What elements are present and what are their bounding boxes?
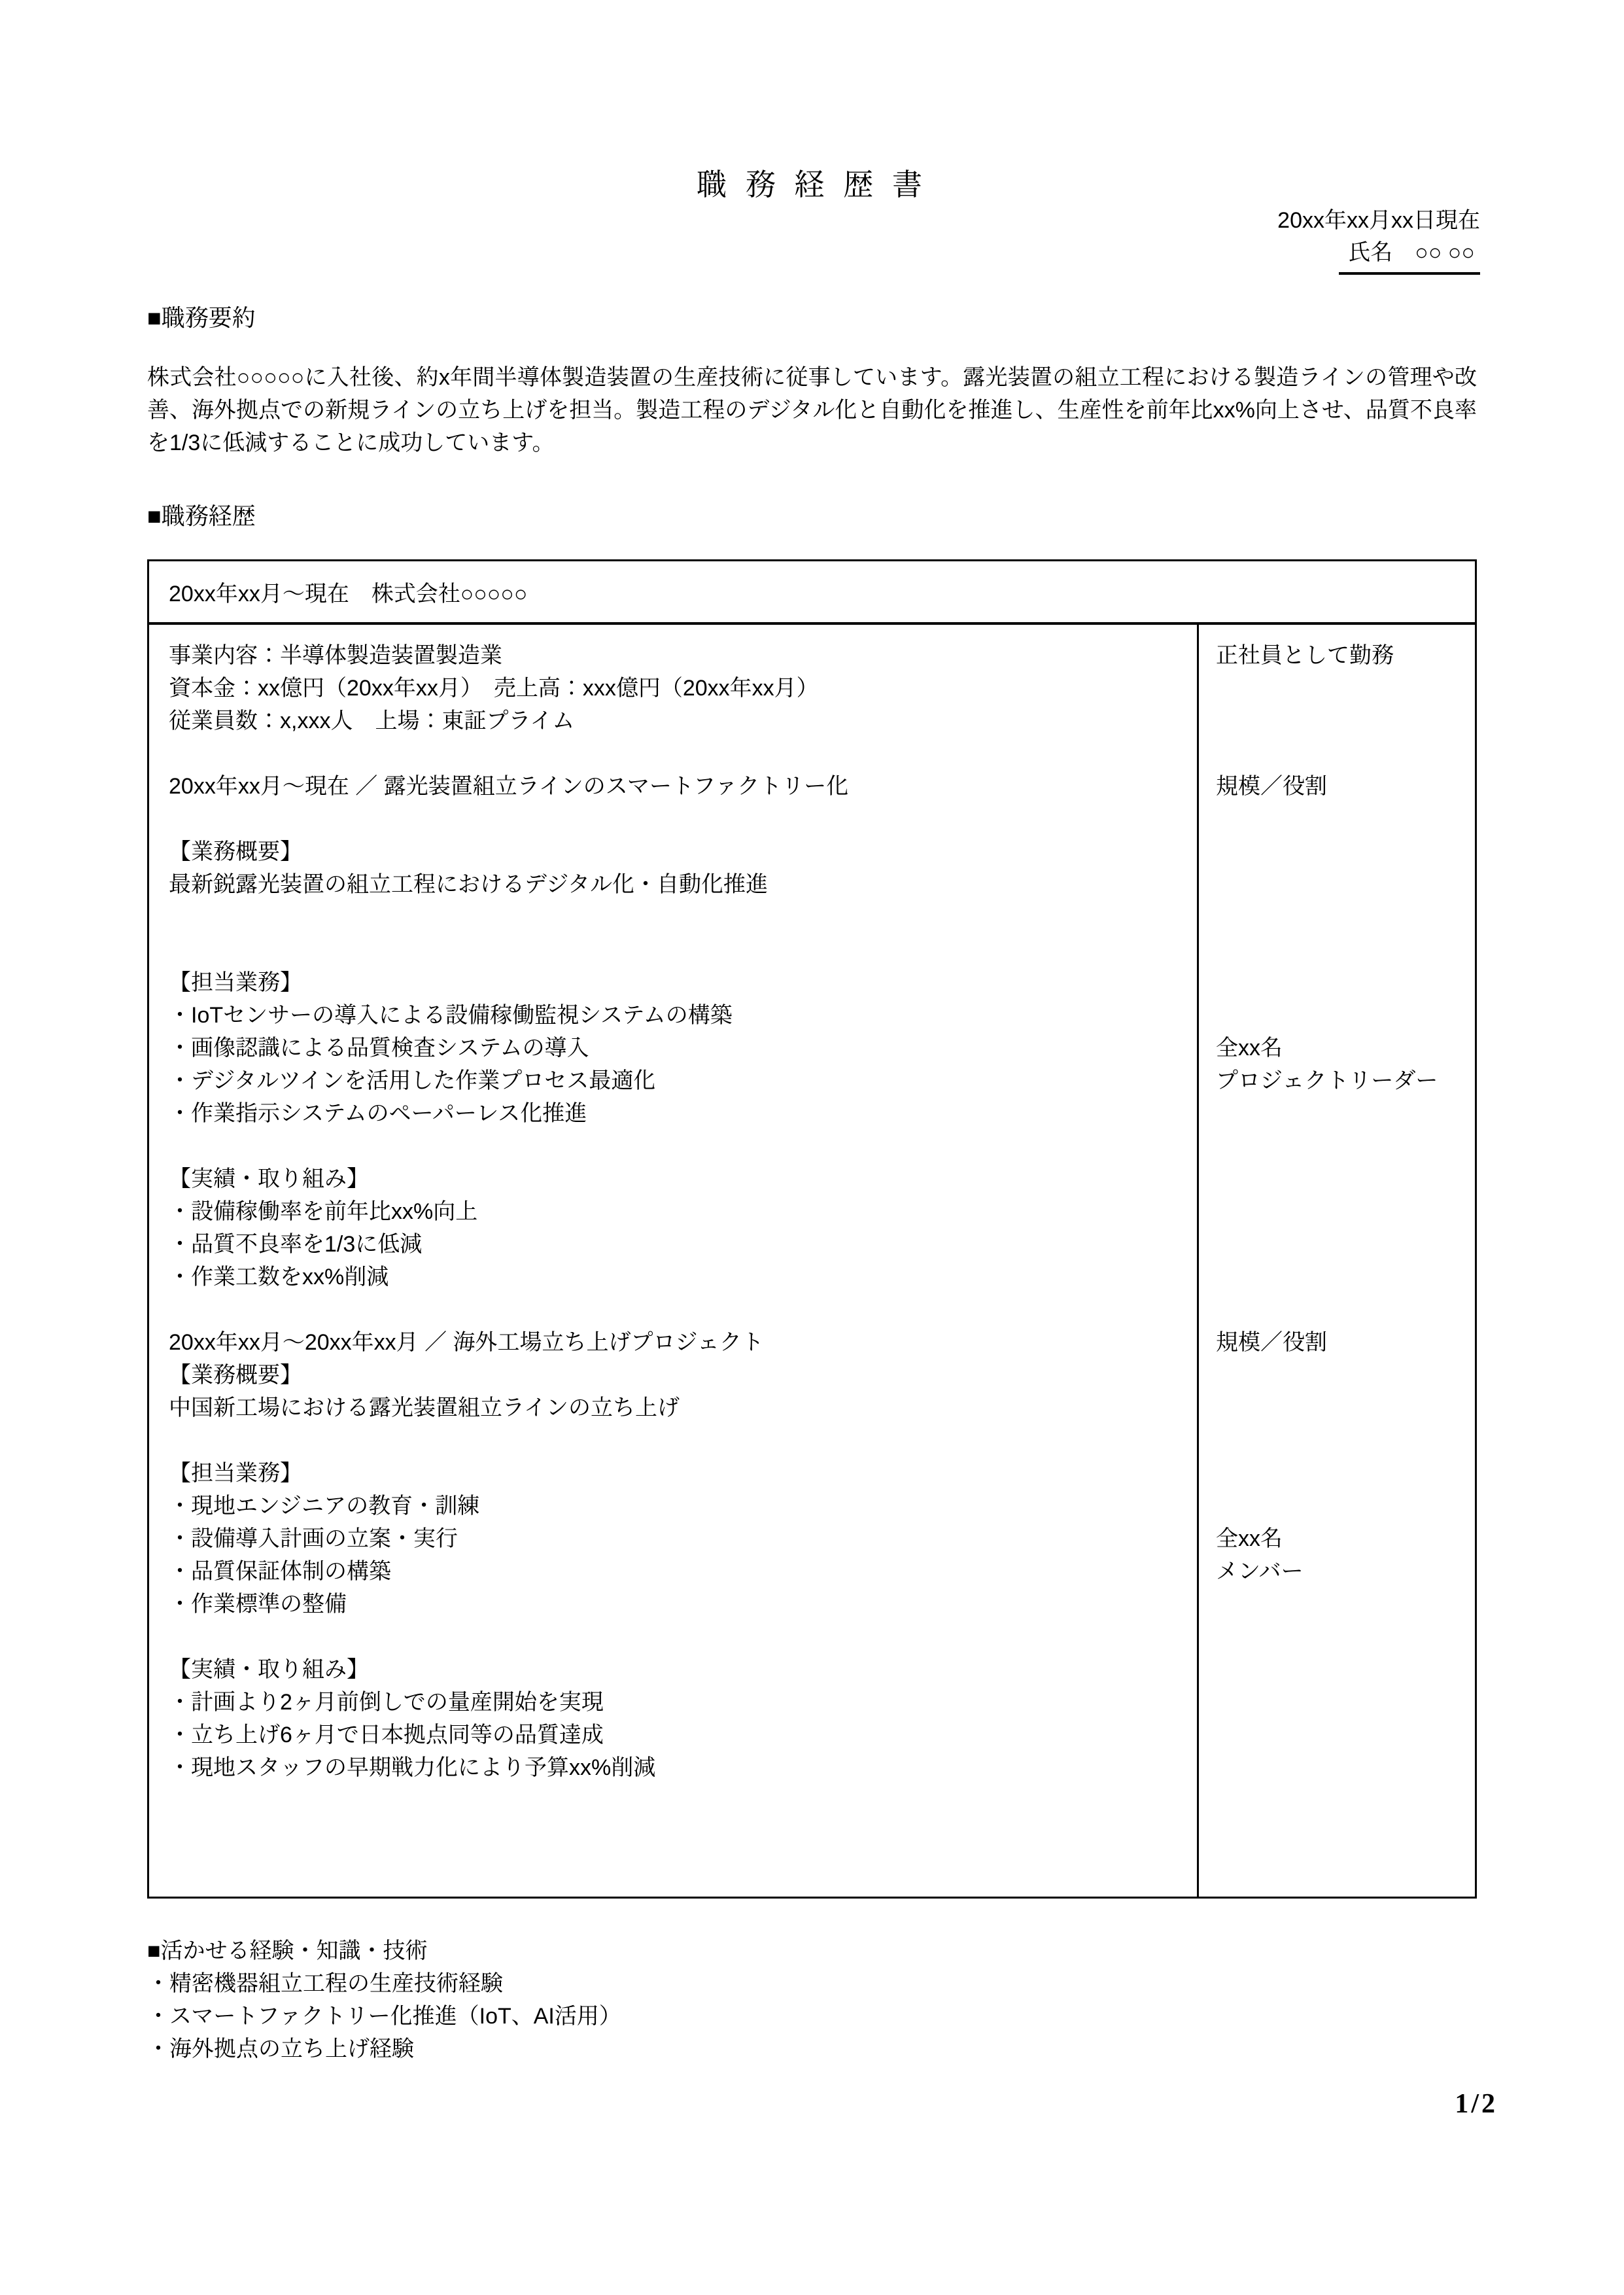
table-left-column <box>149 625 1197 1897</box>
table-line <box>1216 737 1471 770</box>
table-line: 20xx年xx月～20xx年xx月 ／ 海外工場立ち上げプロジェクト <box>169 1330 764 1355</box>
table-line: 中国新工場における露光装置組立ラインの立ち上げ <box>169 1395 680 1420</box>
table-line: 従業員数：x,xxx人 上場：東証プライム <box>169 709 575 733</box>
table-line: ・作業指示システムのペーパーレス化推進 <box>169 1101 587 1126</box>
table-line <box>1216 705 1471 737</box>
page-number: 1/2 <box>1455 2089 1498 2119</box>
skills-heading: ■活かせる経験・知識・技術 <box>147 1938 428 1963</box>
table-line <box>169 901 1185 934</box>
table-line: 資本金：xx億円（20xx年xx月） 売上高：xxx億円（20xx年xx月） <box>169 676 819 701</box>
table-line <box>1216 1359 1471 1392</box>
table-line <box>1216 672 1471 705</box>
table-line: 【実績・取り組み】 <box>169 1657 369 1682</box>
table-line <box>169 1293 1185 1326</box>
table-line <box>1216 1686 1471 1719</box>
table-line <box>169 803 1185 835</box>
table-line: ・デジタルツインを活用した作業プロセス最適化 <box>169 1068 656 1093</box>
table-line <box>1216 803 1471 835</box>
table-line: 【担当業務】 <box>169 970 302 995</box>
table-line: ・IoTセンサーの導入による設備稼働監視システムの構築 <box>169 1003 733 1028</box>
career-history-table <box>147 559 1477 1899</box>
table-line: ・立ち上げ6ヶ月で日本拠点同等の品質達成 <box>169 1723 604 1747</box>
career-heading: ■職務経歴 <box>147 502 256 529</box>
table-line <box>169 934 1185 966</box>
table-line <box>1216 966 1471 999</box>
table-line <box>1216 1719 1471 1751</box>
table-line: 【業務概要】 <box>169 839 302 864</box>
table-line: ・品質不良率を1/3に低減 <box>169 1232 423 1257</box>
table-line: 【実績・取り組み】 <box>169 1166 369 1191</box>
table-right-column <box>1197 625 1475 1897</box>
table-line <box>169 1621 1185 1653</box>
table-line <box>1216 1751 1471 1784</box>
table-line <box>1216 1653 1471 1686</box>
table-line: ・設備稼働率を前年比xx%向上 <box>169 1199 478 1224</box>
table-line <box>169 1424 1185 1457</box>
table-line <box>1216 1293 1471 1326</box>
table-line: 最新鋭露光装置の組立工程におけるデジタル化・自動化推進 <box>169 872 768 897</box>
current-date: 20xx年xx月xx日現在 <box>1277 208 1480 233</box>
table-line: 規模／役割 <box>1216 1330 1327 1355</box>
table-line: 【担当業務】 <box>169 1461 302 1486</box>
table-line: 事業内容：半導体製造装置製造業 <box>169 643 502 668</box>
name-line <box>1277 237 1480 275</box>
document-title: 職 務 経 歴 書 <box>696 167 928 201</box>
table-line <box>1216 1588 1471 1621</box>
skills-list <box>147 1967 1477 2065</box>
header-meta <box>1277 205 1480 275</box>
table-line: 全xx名 <box>1216 1526 1283 1551</box>
skill-item: ・海外拠点の立ち上げ経験 <box>147 2037 414 2061</box>
table-line: プロジェクトリーダー <box>1216 1068 1438 1093</box>
table-line <box>1216 1621 1471 1653</box>
table-body-row <box>149 625 1475 1897</box>
table-line: ・作業標準の整備 <box>169 1592 347 1617</box>
table-line: 【業務概要】 <box>169 1363 302 1388</box>
table-line <box>1216 868 1471 901</box>
company-period: 20xx年xx月～現在 株式会社○○○○○ <box>169 582 528 606</box>
skill-item: ・精密機器組立工程の生産技術経験 <box>147 1971 503 1996</box>
table-line <box>1216 1490 1471 1522</box>
table-line <box>1216 1457 1471 1490</box>
table-company-period-row <box>149 561 1475 625</box>
table-line <box>1216 1130 1471 1163</box>
table-line <box>1216 1261 1471 1293</box>
summary-heading: ■職務要約 <box>147 304 256 331</box>
table-line <box>169 1130 1185 1163</box>
table-line: ・画像認識による品質検査システムの導入 <box>169 1036 589 1060</box>
skills-section <box>147 1935 1477 2065</box>
table-line: ・現地スタッフの早期戦力化により予算xx%削減 <box>169 1755 656 1780</box>
table-line: ・計画より2ヶ月前倒しでの量産開始を実現 <box>169 1690 604 1715</box>
summary-paragraph: 株式会社○○○○○に入社後、約x年間半導体製造装置の生産技術に従事しています。露光装置の組立工程における製造ラインの管理や改善、海外拠点での新規ラインの立ち上げを担当。製造工程のデジタル化と自動化を推進し、生産性を前年比xx%向上させ、品質不良率を1/3に低減することに成功しています。 <box>147 365 1477 455</box>
skill-item: ・スマートファクトリー化推進（IoT、AI活用） <box>147 2004 621 2029</box>
table-line: メンバー <box>1216 1559 1304 1584</box>
table-line <box>1216 1228 1471 1261</box>
table-line <box>1216 1392 1471 1424</box>
table-line <box>1216 835 1471 868</box>
table-line <box>169 737 1185 770</box>
table-line: ・品質保証体制の構築 <box>169 1559 391 1584</box>
table-line: ・設備導入計画の立案・実行 <box>169 1526 458 1551</box>
table-line: 規模／役割 <box>1216 774 1327 799</box>
table-line <box>1216 1195 1471 1228</box>
table-line <box>1216 999 1471 1032</box>
table-line: ・現地エンジニアの教育・訓練 <box>169 1494 480 1518</box>
table-line: 正社員として勤務 <box>1216 643 1394 668</box>
table-line <box>1216 934 1471 966</box>
table-line: 20xx年xx月～現在 ／ 露光装置組立ラインのスマートファクトリー化 <box>169 774 849 799</box>
table-line <box>1216 1163 1471 1195</box>
table-line <box>1216 1424 1471 1457</box>
table-line: 全xx名 <box>1216 1036 1283 1060</box>
table-line <box>1216 901 1471 934</box>
applicant-name: 氏名 ○○ ○○ <box>1339 237 1480 275</box>
table-line <box>1216 1097 1471 1130</box>
table-line: ・作業工数をxx%削減 <box>169 1265 389 1289</box>
